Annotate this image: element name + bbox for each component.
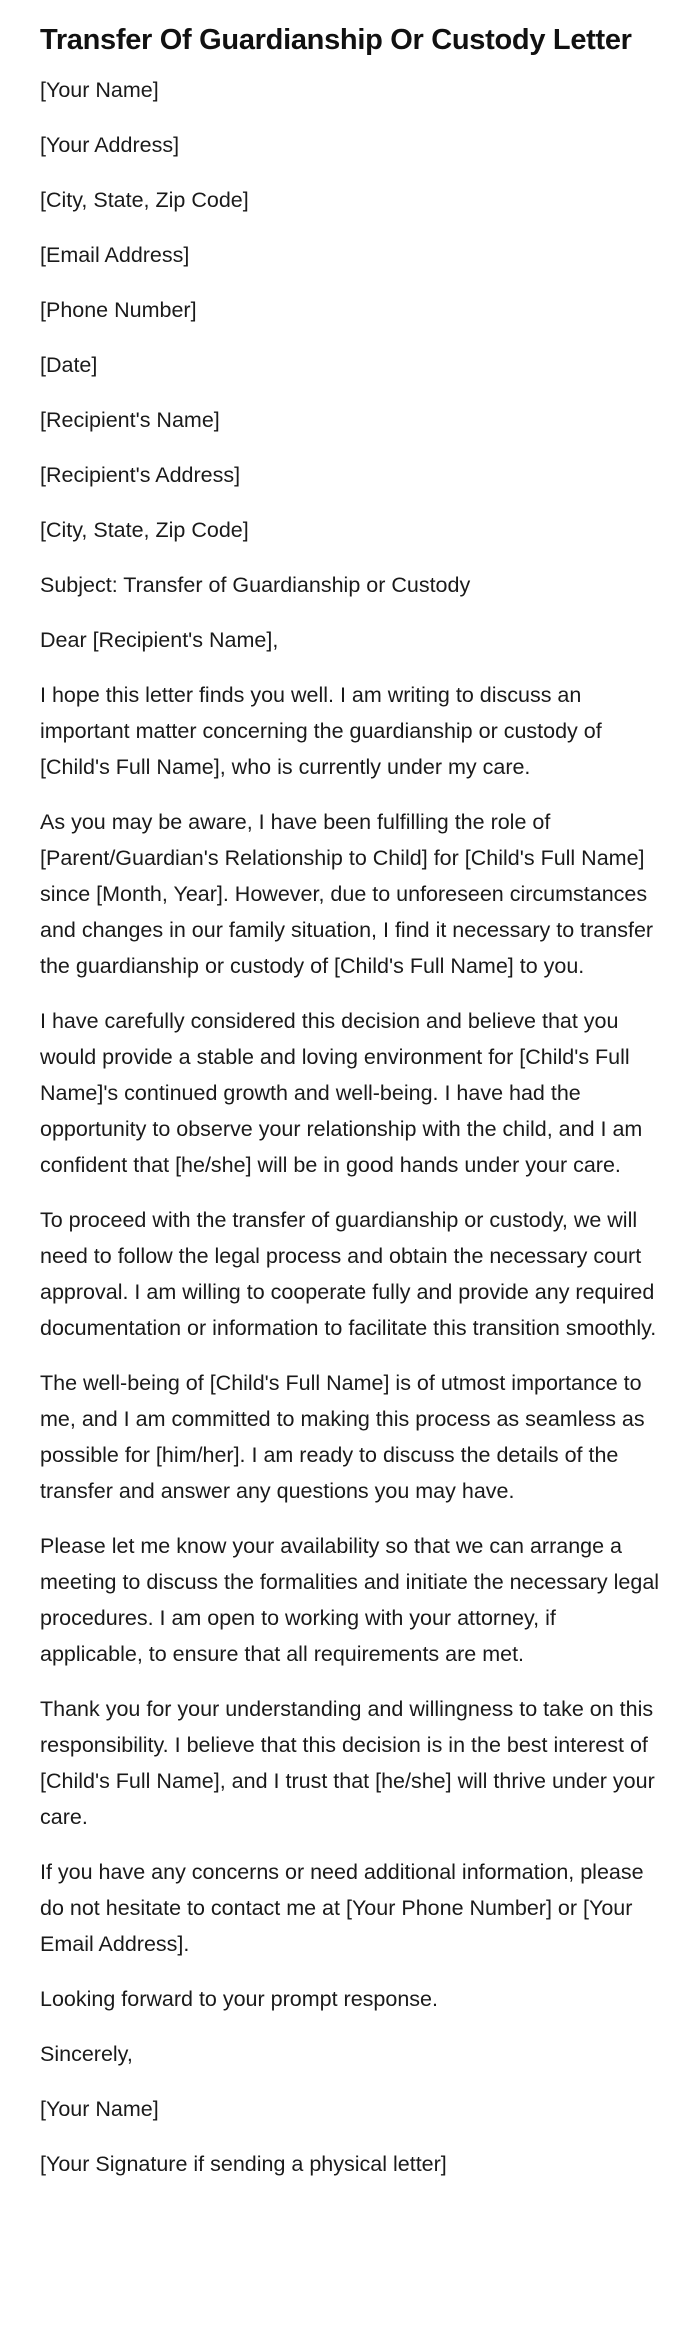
recipient-name: [Recipient's Name] (40, 408, 220, 432)
body-paragraph: To proceed with the transfer of guardianship or custody, we will need to follow the legal process and obtain the necessary court approval. I am willing to cooperate fully and provide any required documentation or information to facilitate this transition smoothly. (40, 1208, 657, 1340)
body-paragraph: I hope this letter finds you well. I am writing to discuss an important matter concerning the guardianship or custody of [Child's Full Name], who is currently under my care. (40, 683, 602, 779)
sender-name: [Your Name] (40, 78, 159, 102)
body-paragraph: I have carefully considered this decision and believe that you would provide a stable and loving environment for [Child's Full Name]'s continued growth and well-being. I have had the opportunity to observe your relationship with the child, and I am confident that [he/she] will be in good hands under your care. (40, 1009, 643, 1177)
recipient-city-state-zip: [City, State, Zip Code] (40, 518, 249, 542)
sender-address: [Your Address] (40, 133, 180, 157)
body-paragraph: Please let me know your availability so that we can arrange a meeting to discuss the formalities and initiate the necessary legal procedures. I am open to working with your attorney, if applicable, to ensure that all requirements are met. (40, 1534, 660, 1666)
body-paragraph: Thank you for your understanding and willingness to take on this responsibility. I believe that this decision is in the best interest of [Child's Full Name], and I trust that [he/she] will thrive under your care. (40, 1697, 655, 1829)
body-paragraph: The well-being of [Child's Full Name] is of utmost importance to me, and I am committed to making this process as seamless as possible for [him/her]. I am ready to discuss the details of the transfer and answer any questions you may have. (40, 1371, 645, 1503)
letter-subject: Subject: Transfer of Guardianship or Custody (40, 573, 471, 597)
page-title: Transfer Of Guardianship Or Custody Letter (40, 24, 632, 56)
signature-note: [Your Signature if sending a physical letter] (40, 2152, 447, 2176)
sender-email: [Email Address] (40, 243, 190, 267)
recipient-address: [Recipient's Address] (40, 463, 241, 487)
body-paragraph: As you may be aware, I have been fulfilling the role of [Parent/Guardian's Relationship to Child] for [Child's Full Name] since [Month, Year]. However, due to unforeseen circumstances and changes in our family situation, I find it necessary to transfer the guardianship or custody of [Child's Full Name] to you. (40, 810, 654, 978)
letter-date: [Date] (40, 353, 98, 377)
sender-phone: [Phone Number] (40, 298, 197, 322)
letter-closing: Sincerely, (40, 2042, 133, 2066)
sender-city-state-zip: [City, State, Zip Code] (40, 188, 249, 212)
signature-name: [Your Name] (40, 2097, 159, 2121)
letter-salutation: Dear [Recipient's Name], (40, 628, 279, 652)
body-paragraph: Looking forward to your prompt response. (40, 1987, 438, 2011)
body-paragraph: If you have any concerns or need additional information, please do not hesitate to contact me at [Your Phone Number] or [Your Email Address]. (40, 1860, 644, 1956)
